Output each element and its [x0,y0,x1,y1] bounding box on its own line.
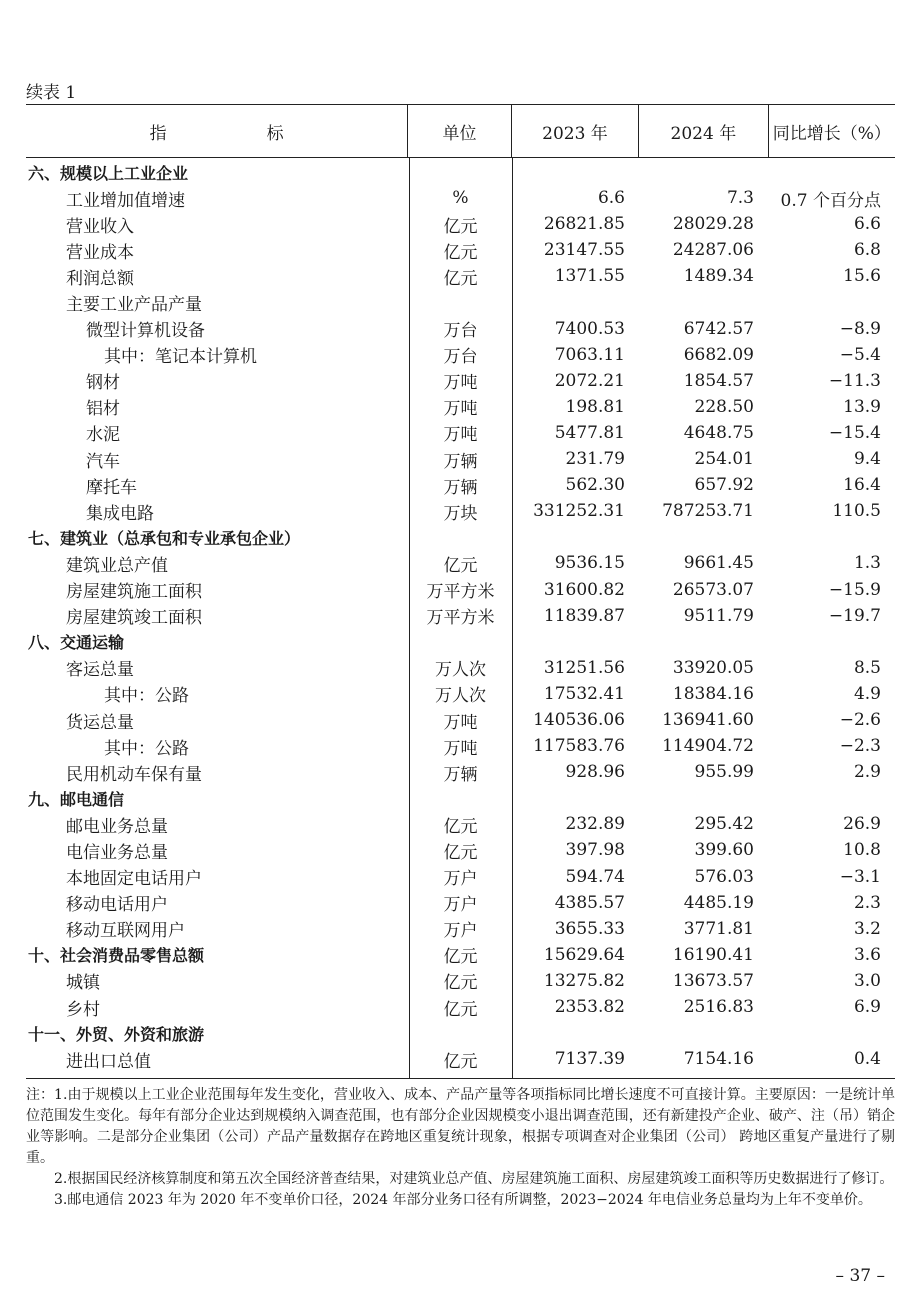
row-label: 邮电业务总量 [66,816,168,837]
table-row [26,759,895,785]
row-value-2024: 26573.07 [672,579,754,600]
row-value-2023: 7400.53 [554,318,625,339]
row-unit: 万吨 [443,373,478,394]
row-label: 营业收入 [66,216,134,237]
table-row [26,263,895,289]
row-label: 其中：笔记本计算机 [104,347,257,368]
row-value-2024: 3771.81 [683,918,754,939]
row-unit: 亿元 [443,1051,478,1072]
row-value-2024: 576.03 [694,866,754,887]
row-label: 主要工业产品产量 [66,295,202,316]
row-growth: 0.4 [853,1049,881,1070]
row-value-2024: 4648.75 [683,422,754,443]
table-row [26,733,895,759]
table-row [26,550,895,576]
row-growth: 6.8 [853,240,881,261]
row-value-2023: 31251.56 [543,657,625,678]
row-growth: 2.9 [853,762,881,783]
section-row [26,1020,895,1046]
table-row [26,916,895,942]
row-value-2023: 232.89 [565,814,625,835]
row-unit: 万块 [443,503,478,524]
table-row [26,890,895,916]
row-growth: −2.6 [839,710,881,731]
row-value-2023: 1371.55 [554,266,625,287]
row-label: 钢材 [86,373,120,394]
row-value-2023: 11839.87 [543,605,625,626]
table-row [26,211,895,237]
table-row [26,446,895,472]
row-value-2023: 562.30 [565,475,625,496]
row-value-2024: 16190.41 [672,944,754,965]
row-value-2023 [512,785,639,811]
row-growth: 4.9 [853,683,881,704]
section-row [26,785,895,811]
row-value-2024 [639,289,768,315]
row-value-2023: 397.98 [565,840,625,861]
column-divider [409,158,410,1078]
row-growth: 13.9 [843,396,881,417]
row-unit: 亿元 [443,973,478,994]
header-indicator-char-2: 标 [266,123,284,144]
row-value-2024: 9511.79 [683,605,754,626]
row-value-2023: 331252.31 [533,501,625,522]
row-unit: 万吨 [443,399,478,420]
row-unit: 万台 [443,347,478,368]
row-growth: −8.9 [839,318,881,339]
row-value-2024: 114904.72 [662,736,754,757]
row-growth: 6.9 [853,997,881,1018]
row-value-2024 [639,629,768,655]
row-unit: 万吨 [443,738,478,759]
row-label: 客运总量 [66,660,134,681]
table-row [26,342,895,368]
row-value-2024: 33920.05 [672,657,754,678]
row-label: 集成电路 [86,503,154,524]
table-row [26,394,895,420]
footnotes [26,1085,895,1211]
row-growth: 9.4 [853,449,881,470]
row-value-2024: 228.50 [694,396,754,417]
row-value-2023: 3655.33 [554,918,625,939]
row-label: 进出口总值 [66,1051,151,1072]
table-caption: 续表 1 [26,83,77,103]
row-value-2024: 399.60 [694,840,754,861]
row-value-2023: 117583.76 [533,736,625,757]
row-value-2023: 2353.82 [554,997,625,1018]
table-row [26,316,895,342]
row-value-2023: 9536.15 [554,553,625,574]
table-row [26,707,895,733]
row-growth [768,524,895,550]
row-value-2023 [512,289,639,315]
row-value-2023 [512,159,639,185]
table-row [26,368,895,394]
row-value-2024 [639,159,768,185]
row-value-2023: 2072.21 [554,370,625,391]
row-value-2023: 7137.39 [554,1049,625,1070]
row-label: 乡村 [66,999,100,1020]
row-growth [768,289,895,315]
row-value-2023 [512,524,639,550]
row-value-2023 [512,1020,639,1046]
column-divider [512,158,513,1078]
row-value-2023: 31600.82 [543,579,625,600]
row-growth [768,629,895,655]
row-value-2023: 928.96 [565,762,625,783]
table-row [26,655,895,681]
row-growth: 3.0 [853,970,881,991]
row-value-2023: 4385.57 [554,892,625,913]
row-growth: −19.7 [828,605,881,626]
row-value-2024: 13673.57 [672,970,754,991]
table-row [26,577,895,603]
row-growth: −3.1 [839,866,881,887]
row-unit: 万吨 [443,425,478,446]
row-label: 水泥 [86,425,120,446]
row-value-2024: 18384.16 [672,683,754,704]
table-row [26,681,895,707]
footnote-1: 注：1.由于规模以上工业企业范围每年发生变化，营业收入、成本、产品产量等各项指标同比增长速度不可直接计算。主要原因：一是统计单位范围发生变化。每年有部分企业达到规模纳入调查范围，也有部分企业因规模变小退出调查范围，还有新建投产企业、破产、注（吊）销企业等影响。二是部分企业集团（公司）产品产量数据存在跨地区重复统计现象，根据专项调查对企业集团（公司） 跨地区重复产量进行了剔重。 [26,1087,895,1166]
row-label: 其中：公路 [104,686,189,707]
row-unit: 亿元 [443,268,478,289]
row-unit: 万户 [443,921,478,942]
table-row [26,289,895,315]
row-growth: 3.2 [853,918,881,939]
row-growth [768,159,895,185]
row-label: 九、邮电通信 [28,789,125,809]
row-label: 利润总额 [66,268,134,289]
table-row [26,420,895,446]
header-indicator [26,105,407,157]
header-2024: 2024 年 [638,105,767,157]
row-growth: 1.3 [853,553,881,574]
row-label: 民用机动车保有量 [66,764,202,785]
row-unit [409,1020,512,1046]
row-unit [409,289,512,315]
row-unit: 万辆 [443,451,478,472]
row-unit [409,524,512,550]
row-unit: 亿元 [443,999,478,1020]
row-label: 移动电话用户 [66,895,168,916]
row-value-2024: 1854.57 [683,370,754,391]
row-label: 六、规模以上工业企业 [28,163,189,183]
row-growth: 3.6 [853,944,881,965]
header-growth: 同比增长（%） [768,105,895,157]
row-value-2023: 13275.82 [543,970,625,991]
row-label: 货运总量 [66,712,134,733]
table-row [26,603,895,629]
row-unit: 万辆 [443,764,478,785]
row-unit [409,629,512,655]
row-value-2023: 594.74 [565,866,625,887]
row-value-2023: 6.6 [597,188,625,209]
row-value-2024: 9661.45 [683,553,754,574]
row-unit: 亿元 [443,555,478,576]
row-unit: % [452,188,469,209]
row-unit: 亿元 [443,816,478,837]
row-label: 本地固定电话用户 [66,869,202,890]
row-value-2024: 4485.19 [683,892,754,913]
row-unit: 万台 [443,321,478,342]
row-value-2024: 24287.06 [672,240,754,261]
row-growth [768,785,895,811]
row-value-2023: 5477.81 [554,422,625,443]
row-growth: 0.7 个百分点 [780,190,881,211]
table-row [26,472,895,498]
row-label: 房屋建筑施工面积 [66,582,202,603]
table-row [26,994,895,1020]
row-growth: −11.3 [828,370,881,391]
section-row [26,524,895,550]
row-label: 十、社会消费品零售总额 [28,946,205,966]
row-unit: 亿元 [443,216,478,237]
row-label: 七、建筑业（总承包和专业承包企业） [28,528,301,548]
row-unit: 万平方米 [426,582,495,603]
table-row [26,237,895,263]
row-value-2024: 254.01 [694,449,754,470]
row-label: 十一、外贸、外资和旅游 [28,1024,205,1044]
row-unit: 亿元 [443,842,478,863]
row-unit [409,159,512,185]
row-unit: 万人次 [435,686,486,707]
row-label: 城镇 [66,973,100,994]
row-value-2024: 787253.71 [662,501,754,522]
row-value-2024: 657.92 [694,475,754,496]
row-unit: 亿元 [443,947,478,968]
table-row [26,498,895,524]
row-unit: 万吨 [443,712,478,733]
row-growth: 10.8 [843,840,881,861]
row-value-2024: 1489.34 [683,266,754,287]
row-growth: −5.4 [839,344,881,365]
row-growth: −2.3 [839,736,881,757]
table-header [26,104,895,158]
page-number: – 37 – [835,1266,885,1286]
row-value-2024 [639,785,768,811]
row-value-2023: 17532.41 [543,683,625,704]
table-body [26,158,895,1079]
header-2023: 2023 年 [511,105,638,157]
row-value-2024: 2516.83 [683,997,754,1018]
row-label: 汽车 [86,451,120,472]
row-growth [768,1020,895,1046]
row-growth: 2.3 [853,892,881,913]
row-value-2024: 6742.57 [683,318,754,339]
row-value-2024: 136941.60 [662,710,754,731]
row-growth: 110.5 [832,501,881,522]
row-unit: 万户 [443,869,478,890]
section-row [26,159,895,185]
row-growth: 15.6 [843,266,881,287]
row-growth: 16.4 [843,475,881,496]
row-label: 八、交通运输 [28,633,125,653]
row-value-2024: 295.42 [694,814,754,835]
row-unit: 万户 [443,895,478,916]
table-row [26,185,895,211]
row-growth: 26.9 [843,814,881,835]
row-unit: 亿元 [443,242,478,263]
row-label: 铝材 [86,399,120,420]
row-value-2024 [639,1020,768,1046]
row-unit [409,785,512,811]
header-indicator-char-1: 指 [149,123,167,144]
row-label: 建筑业总产值 [66,555,168,576]
row-unit: 万平方米 [426,608,495,629]
row-label: 工业增加值增速 [66,190,185,211]
row-label: 营业成本 [66,242,134,263]
row-label: 电信业务总量 [66,842,168,863]
row-value-2023: 23147.55 [543,240,625,261]
row-value-2024: 28029.28 [672,214,754,235]
footnote-3: 3.邮电通信 2023 年为 2020 年不变单价口径，2024 年部分业务口径有所调整，2023−2024 年电信业务总量均为上年不变单价。 [54,1192,872,1208]
footnote-2: 2.根据国民经济核算制度和第五次全国经济普查结果，对建筑业总产值、房屋建筑施工面积、房屋建筑竣工面积等历史数据进行了修订。 [54,1171,894,1187]
table-row [26,811,895,837]
row-value-2024: 7154.16 [683,1049,754,1070]
row-label: 移动互联网用户 [66,921,185,942]
row-value-2024: 955.99 [694,762,754,783]
row-label: 摩托车 [86,477,137,498]
table-row [26,864,895,890]
row-growth: 8.5 [853,657,881,678]
table-row [26,837,895,863]
row-value-2023: 26821.85 [543,214,625,235]
row-label: 房屋建筑竣工面积 [66,608,202,629]
row-label: 微型计算机设备 [86,321,205,342]
row-value-2023: 15629.64 [543,944,625,965]
row-label: 其中：公路 [104,738,189,759]
row-value-2024: 7.3 [726,188,754,209]
row-value-2023: 198.81 [565,396,625,417]
table-row [26,968,895,994]
row-growth: −15.4 [828,422,881,443]
section-row [26,942,895,968]
row-value-2023: 140536.06 [533,710,625,731]
table-row [26,1046,895,1072]
row-growth: 6.6 [853,214,881,235]
row-unit: 万辆 [443,477,478,498]
statistics-table [26,104,895,1079]
row-growth: −15.9 [828,579,881,600]
row-value-2024: 6682.09 [683,344,754,365]
row-unit: 万人次 [435,660,486,681]
section-row [26,629,895,655]
row-value-2023: 7063.11 [554,344,625,365]
row-value-2023 [512,629,639,655]
row-value-2023: 231.79 [565,449,625,470]
header-unit: 单位 [407,105,511,157]
row-value-2024 [639,524,768,550]
